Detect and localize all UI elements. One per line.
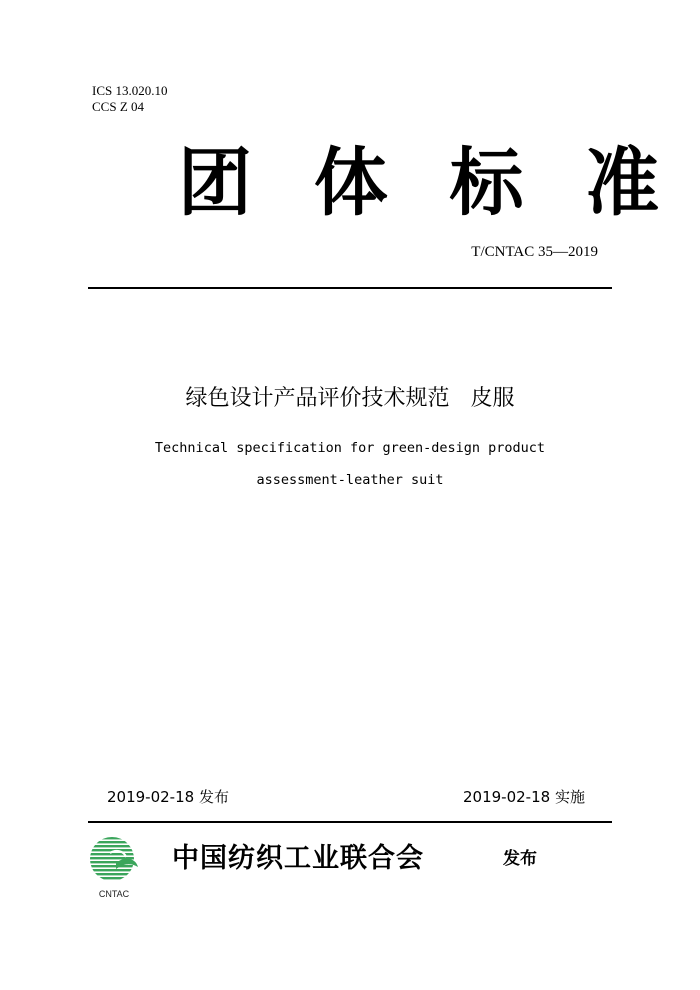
ccs-code: CCS Z 04 <box>92 99 145 114</box>
cntac-logo-text: CNTAC <box>98 889 130 899</box>
implementation-date: 2019-02-18 实施 <box>463 788 585 806</box>
english-title-line-2: assessment-leather suit <box>256 472 444 488</box>
top-divider <box>88 287 612 289</box>
logo-stripe <box>86 877 142 879</box>
logo-stripe <box>86 869 142 871</box>
logo-stripe <box>86 837 142 839</box>
ics-code: ICS 13.020.10 <box>92 83 168 98</box>
logo-stripe <box>86 857 142 859</box>
issue-date: 2019-02-18 发布 <box>107 788 229 806</box>
logo-stripe <box>86 845 142 847</box>
english-title-line-1: Technical specification for green-design product <box>154 440 546 456</box>
chinese-title: 绿色设计产品评价技术规范 皮服 <box>185 386 515 411</box>
logo-stripe <box>86 865 142 867</box>
publisher-name: 中国纺织工业联合会 <box>172 843 424 874</box>
bottom-divider <box>88 821 612 823</box>
logo-stripe <box>86 873 142 875</box>
cntac-logo-icon <box>86 833 142 889</box>
logo-stripe <box>86 841 142 843</box>
standard-number: T/CNTAC 35—2019 <box>471 244 598 260</box>
logo-stripe <box>86 853 142 855</box>
main-title: 团 体 标 准 <box>178 140 678 226</box>
classification-codes <box>92 83 167 115</box>
cntac-logo <box>86 833 142 905</box>
publish-label: 发布 <box>503 849 537 869</box>
